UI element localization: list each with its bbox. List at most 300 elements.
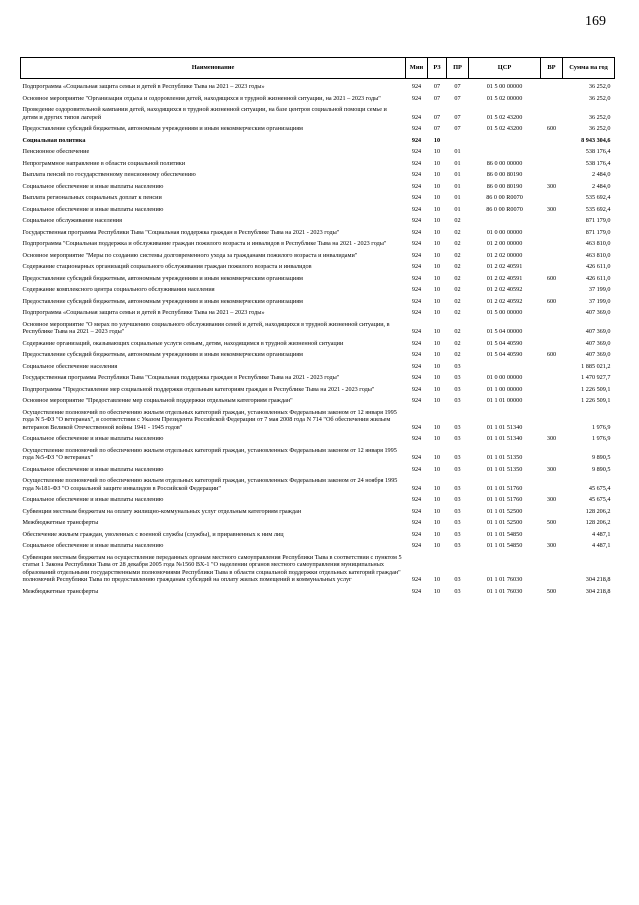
cell-pr: 07 (454, 113, 461, 121)
header-sum: Сумма на год (563, 58, 615, 79)
cell-sum: 1 470 927,7 (581, 374, 611, 381)
cell-pr: 02 (454, 328, 461, 335)
cell-csr: 86 0 00 80190 (486, 182, 523, 190)
cell-rz: 10 (433, 339, 441, 347)
table-row (21, 206, 615, 214)
cell-csr: 01 0 00 00000 (486, 228, 523, 236)
cell-min: 924 (411, 484, 422, 492)
table-row (21, 95, 615, 103)
cell-vr: 500 (546, 587, 557, 595)
cell-rz: 10 (433, 274, 441, 282)
cell-rz: 10 (433, 587, 441, 595)
cell-pr: 02 (454, 240, 461, 247)
cell-sum: 37 199,0 (588, 286, 611, 293)
header-min: Мин (406, 58, 428, 79)
cell-sum: 871 179,0 (585, 217, 611, 224)
cell-vr: 300 (546, 542, 557, 549)
table-row (21, 252, 615, 260)
cell-name: Предоставление субсидий бюджетным, автономным учреждениям и иным некоммерческим организациям (22, 274, 303, 282)
cell-pr: 03 (454, 423, 461, 431)
cell-pr: 02 (454, 351, 461, 358)
cell-csr: 01 5 04 00000 (486, 328, 523, 335)
cell-vr: 300 (546, 496, 557, 503)
cell-rz: 10 (433, 465, 441, 473)
cell-sum: 538 176,4 (585, 159, 611, 167)
cell-name: Выплата региональных социальных доплат к пенсии (22, 194, 162, 201)
table-row (21, 519, 615, 527)
cell-min: 924 (411, 397, 422, 404)
cell-csr: 86 0 00 R0070 (486, 194, 523, 201)
cell-name: Социальное обеспечение населения (22, 362, 118, 370)
cell-sum: 1 226 509,1 (581, 397, 611, 404)
table-row (21, 194, 615, 202)
cell-min: 924 (411, 182, 422, 190)
cell-min: 924 (411, 125, 422, 132)
cell-min: 924 (411, 454, 422, 461)
table-row (21, 240, 615, 248)
cell-min: 924 (411, 423, 422, 431)
cell-name: Обеспечение жильем граждан, уволенных с военной службы (службы), и приравненных к ним лиц (22, 530, 284, 538)
table-row (21, 286, 615, 294)
cell-name: Проведение оздоровительной кампании детей, находящихся в трудной жизненной ситуации, на базе центров социальной помощи семье и детям и других типов лагерей (22, 106, 387, 121)
cell-pr: 03 (454, 507, 461, 515)
cell-sum: 2 484,0 (591, 182, 611, 190)
table-row (21, 374, 615, 382)
cell-sum: 426 611,0 (585, 274, 611, 282)
cell-csr: 01 2 02 40592 (486, 286, 523, 293)
table-row (21, 83, 615, 91)
table-row (21, 447, 615, 462)
table-row (21, 183, 615, 191)
cell-rz: 10 (433, 351, 441, 358)
cell-pr: 02 (454, 217, 461, 224)
cell-name: Предоставление субсидий бюджетным, автономным учреждениям и иным некоммерческим организациям (22, 351, 303, 358)
cell-rz: 10 (433, 136, 441, 144)
cell-rz: 10 (433, 228, 441, 236)
table-row (21, 542, 615, 550)
cell-min: 924 (411, 194, 422, 201)
cell-sum: 1 976,9 (591, 423, 611, 431)
cell-rz: 07 (433, 113, 441, 121)
table-row (21, 409, 615, 432)
cell-pr: 03 (454, 397, 461, 404)
cell-pr: 07 (454, 94, 461, 102)
cell-pr: 01 (454, 205, 461, 213)
cell-sum: 128 206,2 (585, 507, 611, 515)
table-row (21, 171, 615, 179)
cell-csr: 01 5 00 00000 (486, 83, 523, 90)
cell-csr: 01 5 04 40590 (486, 351, 523, 358)
cell-min: 924 (411, 297, 422, 305)
cell-rz: 10 (433, 576, 441, 583)
cell-sum: 426 611,0 (585, 263, 611, 270)
cell-min: 924 (411, 435, 422, 442)
cell-sum: 128 206,2 (585, 519, 611, 526)
cell-csr: 01 2 00 00000 (486, 240, 523, 247)
cell-pr: 02 (454, 339, 461, 347)
table-row (21, 496, 615, 504)
table-row (21, 363, 615, 371)
cell-sum: 1 976,9 (591, 435, 611, 442)
cell-csr: 01 5 02 43200 (486, 113, 523, 121)
cell-vr (541, 447, 563, 462)
cell-csr: 01 2 02 00000 (486, 251, 523, 259)
table-row (21, 137, 615, 145)
budget-table (20, 57, 615, 599)
cell-sum: 407 369,0 (585, 339, 611, 347)
table-row (21, 588, 615, 596)
cell-name: Межбюджетные трансферты (22, 587, 99, 595)
table-row (21, 309, 615, 317)
cell-rz: 10 (433, 542, 441, 549)
cell-vr: 300 (546, 465, 557, 473)
table-row (21, 386, 615, 394)
cell-sum: 45 675,4 (588, 484, 611, 492)
cell-rz: 10 (433, 263, 441, 270)
cell-vr (541, 137, 563, 145)
header-name: Наименование (21, 58, 406, 79)
cell-vr (541, 309, 563, 317)
cell-rz: 10 (433, 205, 441, 213)
cell-min: 924 (411, 519, 422, 526)
cell-csr: 01 2 02 40591 (486, 274, 523, 282)
cell-csr: 01 1 01 51760 (486, 496, 523, 503)
cell-sum: 1 885 021,2 (581, 362, 611, 370)
cell-csr (469, 217, 541, 225)
cell-sum: 538 176,4 (585, 148, 611, 155)
cell-sum: 37 199,0 (588, 297, 611, 305)
cell-min: 924 (411, 274, 422, 282)
cell-sum: 9 890,5 (591, 454, 611, 461)
cell-rz: 10 (433, 374, 441, 381)
cell-pr: 03 (454, 362, 461, 370)
table-row (21, 554, 615, 584)
table-row (21, 435, 615, 443)
cell-min: 924 (411, 339, 422, 347)
cell-csr: 01 5 02 00000 (486, 94, 523, 102)
cell-vr (541, 229, 563, 237)
cell-pr: 03 (454, 519, 461, 526)
cell-pr: 07 (454, 125, 461, 132)
cell-pr: 01 (454, 182, 461, 190)
cell-vr (541, 106, 563, 121)
cell-pr: 03 (454, 542, 461, 549)
cell-name: Содержание стационарных организаций социального обслуживания граждан пожилого возраста и инвалидов (22, 263, 312, 270)
cell-rz: 10 (433, 496, 441, 503)
cell-min: 924 (411, 136, 422, 144)
cell-rz: 07 (433, 94, 441, 102)
cell-rz: 10 (433, 182, 441, 190)
cell-pr: 07 (454, 83, 461, 90)
header-vr: ВР (541, 58, 563, 79)
table-row (21, 298, 615, 306)
cell-vr (541, 397, 563, 405)
cell-sum: 535 692,4 (585, 205, 611, 213)
table-row (21, 275, 615, 283)
cell-name: Социальное обеспечение и иные выплаты населению (22, 182, 164, 190)
cell-rz: 10 (433, 217, 441, 224)
cell-sum: 304 218,8 (585, 587, 611, 595)
cell-csr: 01 1 01 51340 (486, 435, 523, 442)
cell-rz: 10 (433, 148, 441, 155)
cell-csr: 01 1 01 54850 (486, 542, 523, 549)
cell-csr: 01 1 01 52500 (486, 507, 523, 515)
cell-min: 924 (411, 217, 422, 224)
cell-pr: 03 (454, 465, 461, 473)
cell-sum: 871 179,0 (585, 228, 611, 236)
cell-sum: 407 369,0 (585, 309, 611, 316)
cell-vr (541, 531, 563, 539)
cell-min: 924 (411, 351, 422, 358)
cell-pr: 02 (454, 286, 461, 293)
table-row (21, 321, 615, 336)
cell-csr: 01 2 02 40591 (486, 263, 523, 270)
cell-name: Подпрограмма "Социальная поддержка и обслуживание граждан пожилого возраста и инвалидов в Республике Тыва на 2021 - 2023 годы" (22, 240, 387, 247)
table-row (21, 106, 615, 121)
cell-csr: 01 1 01 52500 (486, 519, 523, 526)
cell-vr (541, 171, 563, 179)
cell-sum: 463 810,0 (585, 251, 611, 259)
cell-vr (541, 321, 563, 336)
table-row (21, 263, 615, 271)
cell-pr: 03 (454, 454, 461, 461)
cell-name: Социальная политика (22, 136, 86, 144)
cell-vr: 300 (546, 182, 557, 190)
table-row (21, 160, 615, 168)
cell-name: Основное мероприятие "Организация отдыха и оздоровления детей, находящихся в трудной жизненной ситуации, на 2021 – 2023 годы" (22, 94, 381, 102)
cell-vr (541, 363, 563, 371)
cell-name: Государственная программа Республики Тыва "Социальная поддержка граждан в Республике Тыва на 2021 - 2023 годы" (22, 374, 340, 381)
cell-vr: 600 (546, 351, 557, 358)
cell-csr: 01 2 02 40592 (486, 297, 523, 305)
cell-min: 924 (411, 576, 422, 583)
cell-csr: 01 1 00 00000 (486, 385, 523, 393)
cell-vr: 300 (546, 435, 557, 442)
table-row (21, 125, 615, 133)
cell-name: Социальное обеспечение и иные выплаты населению (22, 435, 164, 442)
cell-min: 924 (411, 148, 422, 155)
cell-vr (541, 194, 563, 202)
cell-sum: 45 675,4 (588, 496, 611, 503)
cell-name: Подпрограмма "Предоставление мер социальной поддержки отдельным категориям граждан в Республике Тыва на 2021 - 2023 годы" (22, 385, 375, 393)
cell-rz: 10 (433, 171, 441, 178)
cell-csr: 01 1 01 51350 (486, 465, 523, 473)
cell-name: Основное мероприятие "О мерах по улучшению социального обслуживания семей и детей, находящихся в трудной жизненной ситуации, в Республике Тыва на 2021 – 2023 годы" (22, 320, 390, 335)
cell-min: 924 (411, 328, 422, 335)
cell-csr (469, 148, 541, 156)
cell-min: 924 (411, 542, 422, 549)
cell-sum: 304 218,8 (585, 576, 611, 583)
cell-pr: 02 (454, 228, 461, 236)
cell-vr: 600 (546, 297, 557, 305)
cell-rz: 10 (433, 484, 441, 492)
cell-vr (541, 340, 563, 348)
cell-name: Межбюджетные трансферты (22, 519, 99, 526)
cell-name: Осуществление полномочий по обеспечению жильем отдельных категорий граждан, установленных Федеральным законом от 12 января 1995 года N 5-ФЗ "О ветеранах", в соответствии с Указом Президента Российской Федерации от 7 мая 2008 года N 714 "Об обеспечении жильем ветеранов Великой Отечественной войны 1941 - 1945 годов" (22, 408, 397, 431)
cell-rz: 10 (433, 297, 441, 305)
cell-min: 924 (411, 94, 422, 102)
cell-vr (541, 386, 563, 394)
table-row (21, 397, 615, 405)
cell-name: Социальное обеспечение и иные выплаты населению (22, 205, 164, 213)
cell-min: 924 (411, 507, 422, 515)
cell-sum: 2 484,0 (591, 171, 611, 178)
cell-vr (541, 286, 563, 294)
cell-csr: 01 0 00 00000 (486, 374, 523, 381)
cell-csr: 01 1 01 51350 (486, 454, 523, 461)
cell-vr (541, 477, 563, 492)
cell-sum: 4 487,1 (591, 530, 611, 538)
cell-name: Выплата пенсий по государственному пенсионному обеспечению (22, 171, 196, 178)
table-row (21, 351, 615, 359)
cell-min: 924 (411, 228, 422, 236)
cell-pr (447, 137, 469, 145)
cell-min: 924 (411, 309, 422, 316)
cell-pr: 02 (454, 263, 461, 270)
cell-rz: 10 (433, 309, 441, 316)
header-csr: ЦСР (469, 58, 541, 79)
cell-vr (541, 263, 563, 271)
cell-csr: 01 1 01 51340 (486, 423, 523, 431)
cell-min: 924 (411, 263, 422, 270)
cell-name: Основное мероприятие "Предоставление мер социальной поддержки отдельным категориям граждан" (22, 397, 293, 404)
cell-sum: 9 890,5 (591, 465, 611, 473)
cell-pr: 03 (454, 385, 461, 393)
cell-pr: 02 (454, 297, 461, 305)
cell-pr: 03 (454, 496, 461, 503)
cell-name: Субвенции местным бюджетам на осуществление переданных органам местного самоуправления Республики Тыва в соответствии с пунктом 5 статьи 1 Закона Республики Тыва от 28 декабря 2005 года №1560 ВХ-1 "О наделении органов местного самоуправления муниципальных образований отдельными государственными полномочиями Республики Тыва в области социальной поддержки отдельных категорий граждан" полномочий Республики Тыва по предоставлению гражданам субсидий на оплату жилых помещений и коммунальных услуг (22, 553, 402, 583)
cell-name: Предоставление субсидий бюджетным, автономным учреждениям и иным некоммерческим организациям (22, 297, 303, 305)
cell-rz: 10 (433, 194, 441, 201)
cell-csr: 01 5 00 00000 (486, 309, 523, 316)
cell-rz: 10 (433, 328, 441, 335)
cell-rz: 10 (433, 519, 441, 526)
cell-rz: 10 (433, 507, 441, 515)
cell-min: 924 (411, 587, 422, 595)
cell-vr (541, 240, 563, 248)
cell-min: 924 (411, 530, 422, 538)
cell-name: Осуществление полномочий по обеспечению жильем отдельных категорий граждан, установленных Федеральным законом от 12 января 1995 года №5-ФЗ "О ветеранах" (22, 446, 397, 461)
cell-min: 924 (411, 251, 422, 259)
table-header (21, 58, 615, 79)
cell-sum: 407 369,0 (585, 351, 611, 358)
cell-name: Социальное обеспечение и иные выплаты населению (22, 496, 164, 503)
cell-min: 924 (411, 83, 422, 90)
cell-csr: 01 1 01 00000 (486, 397, 523, 404)
cell-csr: 01 1 01 76030 (486, 576, 523, 583)
cell-min: 924 (411, 286, 422, 293)
cell-csr: 86 0 00 80190 (486, 171, 523, 178)
cell-pr: 01 (454, 171, 461, 178)
cell-vr (541, 252, 563, 260)
cell-name: Субвенции местным бюджетам на оплату жилищно-коммунальных услуг отдельным категориям граждан (22, 507, 302, 515)
table-row (21, 229, 615, 237)
cell-rz: 10 (433, 240, 441, 247)
cell-pr: 01 (454, 148, 461, 155)
cell-name: Содержание организаций, оказывающих социальные услуги семьям, детям, находящимся в трудной жизненной ситуации (22, 339, 344, 347)
cell-vr: 500 (546, 519, 557, 526)
cell-pr: 02 (454, 251, 461, 259)
cell-csr: 01 1 01 51760 (486, 484, 523, 492)
cell-sum: 36 252,0 (588, 125, 611, 132)
cell-sum: 36 252,0 (588, 94, 611, 102)
cell-name: Осуществление полномочий по обеспечению жильем отдельных категорий граждан, установленных Федеральным законом от 24 ноября 1995 года №181-ФЗ "О социальной защите инвалидов в Российской Федерации" (22, 477, 398, 492)
cell-rz: 10 (433, 385, 441, 393)
cell-sum: 36 252,0 (588, 113, 611, 121)
cell-csr (469, 363, 541, 371)
cell-min: 924 (411, 465, 422, 473)
cell-rz: 10 (433, 423, 441, 431)
cell-name: Непрограммное направление в области социальной политики (22, 159, 186, 167)
cell-vr (541, 554, 563, 584)
cell-sum: 8 943 304,6 (581, 136, 611, 144)
cell-pr: 02 (454, 274, 461, 282)
cell-sum: 36 252,0 (588, 83, 611, 90)
cell-vr (541, 217, 563, 225)
table-row (21, 466, 615, 474)
table-row (21, 340, 615, 348)
cell-rz: 10 (433, 397, 441, 404)
cell-rz: 10 (433, 286, 441, 293)
cell-name: Содержание комплексного центра социального обслуживания населения (22, 286, 215, 293)
cell-pr: 01 (454, 159, 461, 167)
cell-csr: 01 5 04 40590 (486, 339, 523, 347)
cell-min: 924 (411, 374, 422, 381)
table-row (21, 217, 615, 225)
cell-pr: 02 (454, 309, 461, 316)
cell-vr: 600 (546, 125, 557, 132)
cell-csr: 86 0 00 00000 (486, 159, 523, 167)
cell-min: 924 (411, 496, 422, 503)
cell-rz: 10 (433, 530, 441, 538)
cell-min: 924 (411, 385, 422, 393)
cell-pr: 03 (454, 374, 461, 381)
cell-csr (469, 137, 541, 145)
cell-vr (541, 409, 563, 432)
cell-csr: 01 1 01 54850 (486, 530, 523, 538)
cell-csr: 01 1 01 76030 (486, 587, 523, 595)
cell-name: Социальное обеспечение и иные выплаты населению (22, 542, 164, 549)
cell-name: Социальное обслуживание населения (22, 217, 122, 224)
cell-pr: 03 (454, 530, 461, 538)
cell-name: Основное мероприятие "Меры по созданию системы долговременного ухода за гражданами пожилого возраста и инвалидами" (22, 251, 358, 259)
cell-pr: 03 (454, 587, 461, 595)
cell-vr: 300 (546, 205, 557, 213)
cell-name: Социальное обеспечение и иные выплаты населению (22, 465, 164, 473)
cell-sum: 1 226 509,1 (581, 385, 611, 393)
header-pr: ПР (447, 58, 469, 79)
cell-min: 924 (411, 113, 422, 121)
cell-pr: 03 (454, 435, 461, 442)
cell-pr: 01 (454, 194, 461, 201)
cell-rz: 10 (433, 362, 441, 370)
cell-rz: 10 (433, 159, 441, 167)
cell-min: 924 (411, 171, 422, 178)
cell-vr (541, 148, 563, 156)
cell-rz: 07 (433, 83, 441, 90)
cell-vr (541, 508, 563, 516)
cell-sum: 535 692,4 (585, 194, 611, 201)
cell-name: Пенсионное обеспечение (22, 148, 90, 155)
cell-vr: 600 (546, 274, 557, 282)
cell-name: Государственная программа Республики Тыва "Социальная поддержка граждан в Республике Тыва на 2021 - 2023 годы" (22, 228, 340, 236)
cell-min: 924 (411, 205, 422, 213)
page-number: 169 (585, 14, 606, 29)
table-row (21, 148, 615, 156)
cell-csr: 01 5 02 43200 (486, 125, 523, 132)
cell-name: Подпрограмма «Социальная защита семьи и детей в Республике Тыва на 2021 – 2023 годы» (22, 83, 265, 90)
header-rz: РЗ (428, 58, 447, 79)
